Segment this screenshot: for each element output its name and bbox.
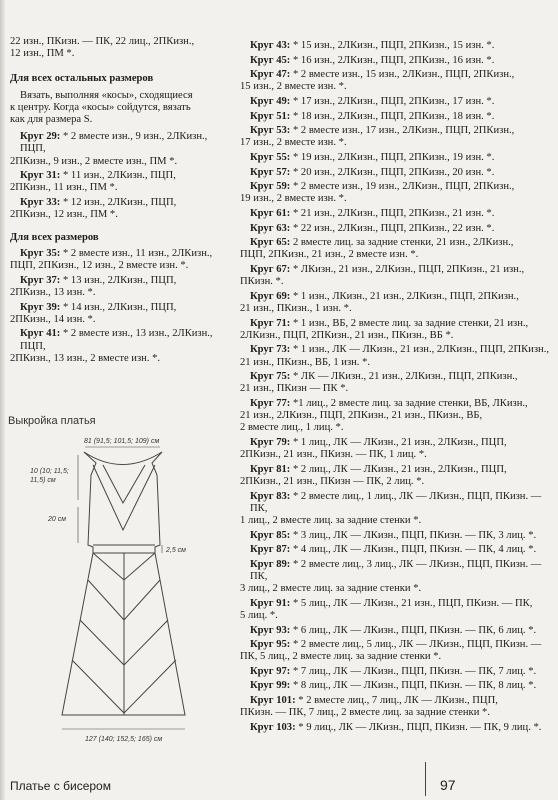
section-text-line: как для размера S. <box>10 114 93 126</box>
round-text: * 2 вместе изн., 13 изн., 2ЛКизн., ПЦП, <box>20 328 213 352</box>
dim-left-label-2: 11,5) см <box>30 477 56 484</box>
round-instruction <box>240 625 550 637</box>
section-text <box>10 90 228 127</box>
round-label: Круг 49: <box>250 95 291 107</box>
round-line <box>240 680 550 692</box>
round-instruction <box>240 264 550 288</box>
round-line <box>240 491 550 515</box>
round-text: 2ЛКизн., ПЦП, 2ПКизн., 21 изн., ПКизн., ВБ *. <box>240 329 454 341</box>
round-line <box>10 353 228 365</box>
round-label: Круг 67: <box>250 263 291 275</box>
round-text: 21 изн., ПКизн., ВБ, 1 изн. *. <box>240 356 371 368</box>
right-column <box>240 40 550 736</box>
left-column <box>10 36 228 367</box>
round-label: Круг 41: <box>20 328 61 340</box>
round-text: * 13 изн., 2ЛКизн., ПЦП, <box>62 274 177 286</box>
round-label: Круг 93: <box>250 624 291 636</box>
round-label: Круг 59: <box>250 181 291 193</box>
round-line <box>10 131 228 155</box>
round-text: ПКизн. — ПК, 7 лиц., 2 вместе лиц. за задние стенки *. <box>240 707 490 719</box>
round-line <box>240 598 550 610</box>
round-line <box>240 437 550 449</box>
round-text: * 2 вместе изн., 11 изн., 2ЛКизн., <box>62 248 213 260</box>
round-instruction <box>240 598 550 622</box>
round-instruction <box>240 491 550 528</box>
round-instruction <box>240 722 550 734</box>
round-line <box>240 249 550 261</box>
round-text: * 2 вместе изн., 15 изн., 2ЛКизн., ПЦП, 2ПКизн., <box>292 69 515 81</box>
round-instruction <box>240 544 550 556</box>
round-instruction <box>10 170 228 194</box>
round-text: 2ПКизн., 14 изн. *. <box>10 313 96 325</box>
round-instruction <box>240 111 550 123</box>
round-label: Круг 61: <box>250 207 291 219</box>
round-text: 2ПКизн., 21 изн., ПКизн — ПК, 2 лиц. *. <box>240 475 425 487</box>
round-text: ПКизн. *. <box>240 276 284 288</box>
round-text: * 2 лиц., ЛК — ЛКизн., 21 изн., 2ЛКизн., ПЦП, <box>292 463 507 475</box>
round-line <box>10 302 228 314</box>
round-line <box>240 410 550 422</box>
round-line <box>240 610 550 622</box>
round-label: Круг 65: <box>250 237 291 249</box>
round-line <box>240 55 550 67</box>
round-text: *1 лиц., 2 вместе лиц. за задние стенки, ВБ, ЛКизн., <box>292 397 528 409</box>
round-label: Круг 31: <box>20 170 61 182</box>
round-text: * ЛК — ЛКизн., 21 изн., 2ЛКизн., ПЦП, 2ПКизн., <box>292 371 518 383</box>
round-line <box>240 137 550 149</box>
round-text: * 4 лиц., ЛК — ЛКизн., ПЦП, ПКизн. — ПК, 4 лиц. *. <box>292 544 537 556</box>
round-line <box>240 722 550 734</box>
round-text: * 2 вместе лиц., 7 лиц., ЛК — ЛКизн., ПЦП, <box>298 695 498 707</box>
round-instruction <box>10 248 228 272</box>
round-label: Круг 51: <box>250 110 291 122</box>
round-text: 2ПКизн., 13 изн. *. <box>10 287 96 299</box>
round-line <box>240 167 550 179</box>
round-line <box>10 182 228 194</box>
round-instruction <box>240 695 550 719</box>
round-line <box>240 152 550 164</box>
round-text: 19 изн., 2 вместе изн. *. <box>240 193 347 205</box>
round-text: * 17 изн., 2ЛКизн., ПЦП, 2ПКизн., 17 изн. *. <box>292 95 495 107</box>
round-label: Круг 73: <box>250 344 291 356</box>
round-text: * 18 изн., 2ЛКизн., ПЦП, 2ПКизн., 18 изн. *. <box>292 110 495 122</box>
round-instruction <box>10 131 228 168</box>
round-line <box>240 181 550 193</box>
round-instruction <box>240 96 550 108</box>
round-text: 17 изн., 2 вместе изн. *. <box>240 137 347 149</box>
round-label: Круг 89: <box>250 558 291 570</box>
round-text: * 14 изн., 2ЛКизн., ПЦП, <box>62 301 177 313</box>
round-label: Круг 33: <box>20 197 61 209</box>
dim-bottom-label: 127 (140; 152,5; 165) см <box>85 736 163 743</box>
round-text: * 2 вместе изн., 9 изн., 2ЛКизн., ПЦП, <box>20 131 208 155</box>
round-label: Круг 69: <box>250 290 291 302</box>
round-line <box>240 303 550 315</box>
round-label: Круг 71: <box>250 317 291 329</box>
round-line <box>10 156 228 168</box>
intro-line: 22 изн., ПКизн. — ПК, 22 лиц., 2ПКизн., <box>10 36 195 47</box>
round-text: 21 изн., ПКизн — ПК *. <box>240 383 349 395</box>
round-line <box>240 111 550 123</box>
footer-title: Платье с бисером <box>10 779 111 793</box>
round-line <box>10 170 228 182</box>
round-instruction <box>240 208 550 220</box>
round-text: 3 лиц., 2 вместе лиц. за задние стенки *. <box>240 583 422 595</box>
round-text: * 8 лиц., ЛК — ЛКизн., ПЦП, ПКизн. — ПК, 8 лиц. *. <box>292 680 537 692</box>
round-line <box>240 357 550 369</box>
round-label: Круг 47: <box>250 69 291 81</box>
round-line <box>240 81 550 93</box>
round-text: * 1 изн., ЛКизн., 21 изн., 2ЛКизн., ПЦП, 2ПКизн., <box>292 290 519 302</box>
round-text: 15 изн., 2 вместе изн. *. <box>240 81 347 93</box>
round-label: Круг 81: <box>250 463 291 475</box>
round-list-all-sizes <box>10 248 228 365</box>
round-text: 1 лиц., 2 вместе лиц. за задние стенки *. <box>240 514 422 526</box>
round-line <box>240 193 550 205</box>
round-text: 2ПКизн., 9 изн., 2 вместе изн., ПМ *. <box>10 155 178 167</box>
round-label: Круг 103: <box>250 721 296 733</box>
round-label: Круг 101: <box>250 695 296 707</box>
round-line <box>240 695 550 707</box>
dim-25-label: 2,5 см <box>166 547 186 554</box>
round-text: * 15 изн., 2ЛКизн., ПЦП, 2ПКизн., 15 изн. *. <box>292 40 495 51</box>
round-line <box>10 314 228 326</box>
round-text: ПЦП, 2ПКизн., 12 изн., 2 вместе изн. *. <box>10 260 189 272</box>
dim-left-label-1: 10 (10; 11,5; <box>30 468 69 475</box>
round-instruction <box>240 371 550 395</box>
round-text: * 1 изн., ЛК — ЛКизн., 21 изн., 2ЛКизн., ПЦП, 2ПКизн., <box>292 344 549 356</box>
round-text: 5 лиц. *. <box>240 609 278 621</box>
round-line <box>10 275 228 287</box>
round-text: * 5 лиц., ЛК — ЛКизн., 21 изн., ПЦП, ПКизн. — ПК, <box>292 597 533 609</box>
round-text: 21 изн., ПКизн., 1 изн. *. <box>240 302 352 314</box>
round-label: Круг 53: <box>250 125 291 137</box>
round-text: * 2 вместе изн., 19 изн., 2ЛКизн., ПЦП, 2ПКизн., <box>292 181 515 193</box>
dress-pattern-figure <box>0 415 230 750</box>
round-label: Круг 79: <box>250 436 291 448</box>
round-text: * 3 лиц., ЛК — ЛКизн., ПЦП, ПКизн. — ПК, 3 лиц. *. <box>292 529 537 541</box>
round-instruction <box>240 344 550 368</box>
round-line <box>240 651 550 663</box>
round-instruction <box>10 197 228 221</box>
round-instruction <box>240 55 550 67</box>
round-instruction <box>240 40 550 52</box>
round-line <box>240 422 550 434</box>
round-line <box>240 69 550 81</box>
page-number: 97 <box>440 777 456 793</box>
round-instruction <box>240 237 550 261</box>
round-line <box>10 287 228 299</box>
round-text: 2ПКизн., 11 изн., ПМ *. <box>10 182 118 194</box>
round-line <box>240 476 550 488</box>
round-label: Круг 83: <box>250 490 291 502</box>
round-line <box>240 276 550 288</box>
round-text: 2 вместе лиц. за задние стенки, 21 изн., 2ЛКизн., <box>292 237 514 249</box>
round-instruction <box>240 398 550 435</box>
round-instruction <box>10 302 228 326</box>
round-line <box>240 96 550 108</box>
round-line <box>240 40 550 52</box>
dim-20-label: 20 см <box>48 516 67 523</box>
section-heading-all-sizes: Для всех размеров <box>10 231 99 243</box>
dress-pattern-diagram <box>0 415 230 750</box>
round-instruction <box>240 167 550 179</box>
round-text: 21 изн., 2ЛКизн., ПЦП, 2ПКизн., 21 изн., ПКизн., ВБ, <box>240 410 483 422</box>
round-text: * 2 вместе лиц., 1 лиц., ЛК — ЛКизн., ПЦП, ПКизн. — ПК, <box>250 490 542 514</box>
round-text: * 22 изн., 2ЛКизн., ПЦП, 2ПКизн., 22 изн. *. <box>292 222 495 234</box>
round-text: * 2 вместе лиц., 3 лиц., ЛК — ЛКизн., ПЦП, ПКизн. — ПК, <box>250 558 542 582</box>
round-instruction <box>240 530 550 542</box>
round-instruction <box>240 559 550 596</box>
round-instruction <box>240 181 550 205</box>
round-instruction <box>240 223 550 235</box>
intro-text <box>10 36 228 60</box>
round-line <box>240 515 550 527</box>
round-label: Круг 75: <box>250 371 291 383</box>
round-line <box>240 449 550 461</box>
dim-top-label: 81 (91,5; 101,5; 109) см <box>84 438 160 445</box>
round-line <box>10 197 228 209</box>
round-text: 2ПКизн., 21 изн., ПКизн. — ПК, 1 лиц. *. <box>240 449 427 461</box>
round-instruction <box>240 680 550 692</box>
round-instruction <box>10 328 228 365</box>
round-text: ПЦП, 2ПКизн., 21 изн., 2 вместе изн. *. <box>240 249 419 261</box>
round-line <box>240 530 550 542</box>
round-label: Круг 45: <box>250 54 291 66</box>
round-text: * 1 изн., ВБ, 2 вместе лиц. за задние стенки, 21 изн., <box>292 317 529 329</box>
round-label: Круг 99: <box>250 680 291 692</box>
round-instruction <box>10 275 228 299</box>
round-text: * 7 лиц., ЛК — ЛКизн., ПЦП, ПКизн. — ПК, 7 лиц. *. <box>292 665 537 677</box>
round-line <box>240 639 550 651</box>
round-line <box>240 223 550 235</box>
round-line <box>10 328 228 352</box>
round-text: * 16 изн., 2ЛКизн., ПЦП, 2ПКизн., 16 изн. *. <box>292 54 495 66</box>
round-line <box>240 398 550 410</box>
round-line <box>240 237 550 249</box>
round-instruction <box>240 437 550 461</box>
round-line <box>240 371 550 383</box>
round-label: Круг 55: <box>250 151 291 163</box>
round-line <box>10 248 228 260</box>
round-text: * 9 лиц., ЛК — ЛКизн., ПЦП, ПКизн. — ПК, 9 лиц. *. <box>298 721 542 733</box>
round-instruction <box>240 666 550 678</box>
round-label: Круг 87: <box>250 544 291 556</box>
round-text: * 6 лиц., ЛК — ЛКизн., ПЦП, ПКизн. — ПК, 6 лиц. *. <box>292 624 537 636</box>
round-line <box>240 291 550 303</box>
round-line <box>10 260 228 272</box>
round-label: Круг 95: <box>250 639 291 651</box>
round-text: * 2 вместе лиц., 5 лиц., ЛК — ЛКизн., ПЦП, ПКизн. — <box>292 639 542 651</box>
round-instruction <box>240 69 550 93</box>
round-list-other-sizes <box>10 131 228 221</box>
round-label: Круг 91: <box>250 597 291 609</box>
round-label: Круг 29: <box>20 131 61 143</box>
round-label: Круг 43: <box>250 40 291 51</box>
round-text: * 1 лиц., ЛК — ЛКизн., 21 изн., 2ЛКизн., ПЦП, <box>292 436 507 448</box>
round-line <box>240 583 550 595</box>
round-line <box>240 559 550 583</box>
round-line <box>240 666 550 678</box>
round-line <box>240 544 550 556</box>
round-label: Круг 97: <box>250 665 291 677</box>
round-text: * 12 изн., 2ЛКизн., ПЦП, <box>62 197 177 209</box>
round-line <box>240 344 550 356</box>
round-instruction <box>240 125 550 149</box>
round-instruction <box>240 318 550 342</box>
round-text: * 20 изн., 2ЛКизн., ПЦП, 2ПКизн., 20 изн. *. <box>292 166 495 178</box>
round-text: * 19 изн., 2ЛКизн., ПЦП, 2ПКизн., 19 изн. *. <box>292 151 495 163</box>
round-line <box>240 625 550 637</box>
round-text: * 21 изн., 2ЛКизн., ПЦП, 2ПКизн., 21 изн. *. <box>292 207 495 219</box>
round-text: 2ПКизн., 12 изн., ПМ *. <box>10 209 118 221</box>
round-line <box>240 383 550 395</box>
round-line <box>240 264 550 276</box>
round-line <box>240 330 550 342</box>
section-text-line: Вязать, выполняя «косы», сходящиеся <box>20 89 193 101</box>
round-label: Круг 39: <box>20 301 61 313</box>
section-heading-other-sizes: Для всех остальных размеров <box>10 73 154 85</box>
footer-divider <box>425 762 426 796</box>
round-text: ПК, 5 лиц., 2 вместе лиц. за задние стенки *. <box>240 651 442 663</box>
round-instruction <box>240 152 550 164</box>
round-text: * 11 изн., 2ЛКизн., ПЦП, <box>62 170 176 182</box>
round-label: Круг 63: <box>250 222 291 234</box>
round-instruction <box>240 639 550 663</box>
round-label: Круг 57: <box>250 166 291 178</box>
round-text: * ЛКизн., 21 изн., 2ЛКизн., ПЦП, 2ПКизн., 21 изн., <box>292 263 525 275</box>
round-instruction <box>240 464 550 488</box>
round-line <box>240 208 550 220</box>
round-label: Круг 35: <box>20 248 61 260</box>
round-label: Круг 37: <box>20 274 61 286</box>
round-line <box>240 707 550 719</box>
round-label: Круг 85: <box>250 529 291 541</box>
round-line <box>240 318 550 330</box>
round-text: 2 вместе лиц., 1 лиц. *. <box>240 422 344 434</box>
round-line <box>10 209 228 221</box>
round-label: Круг 77: <box>250 397 291 409</box>
figure-title: Выкройка платья <box>8 415 96 427</box>
round-text: * 2 вместе изн., 17 изн., 2ЛКизн., ПЦП, 2ПКизн., <box>292 125 515 137</box>
round-line <box>240 464 550 476</box>
round-line <box>240 125 550 137</box>
round-text: 2ПКизн., 13 изн., 2 вместе изн. *. <box>10 352 161 364</box>
section-text-line: к центру. Когда «косы» сойдутся, вязать <box>10 101 191 113</box>
intro-line: 12 изн., ПМ *. <box>10 48 75 60</box>
round-instruction <box>240 291 550 315</box>
